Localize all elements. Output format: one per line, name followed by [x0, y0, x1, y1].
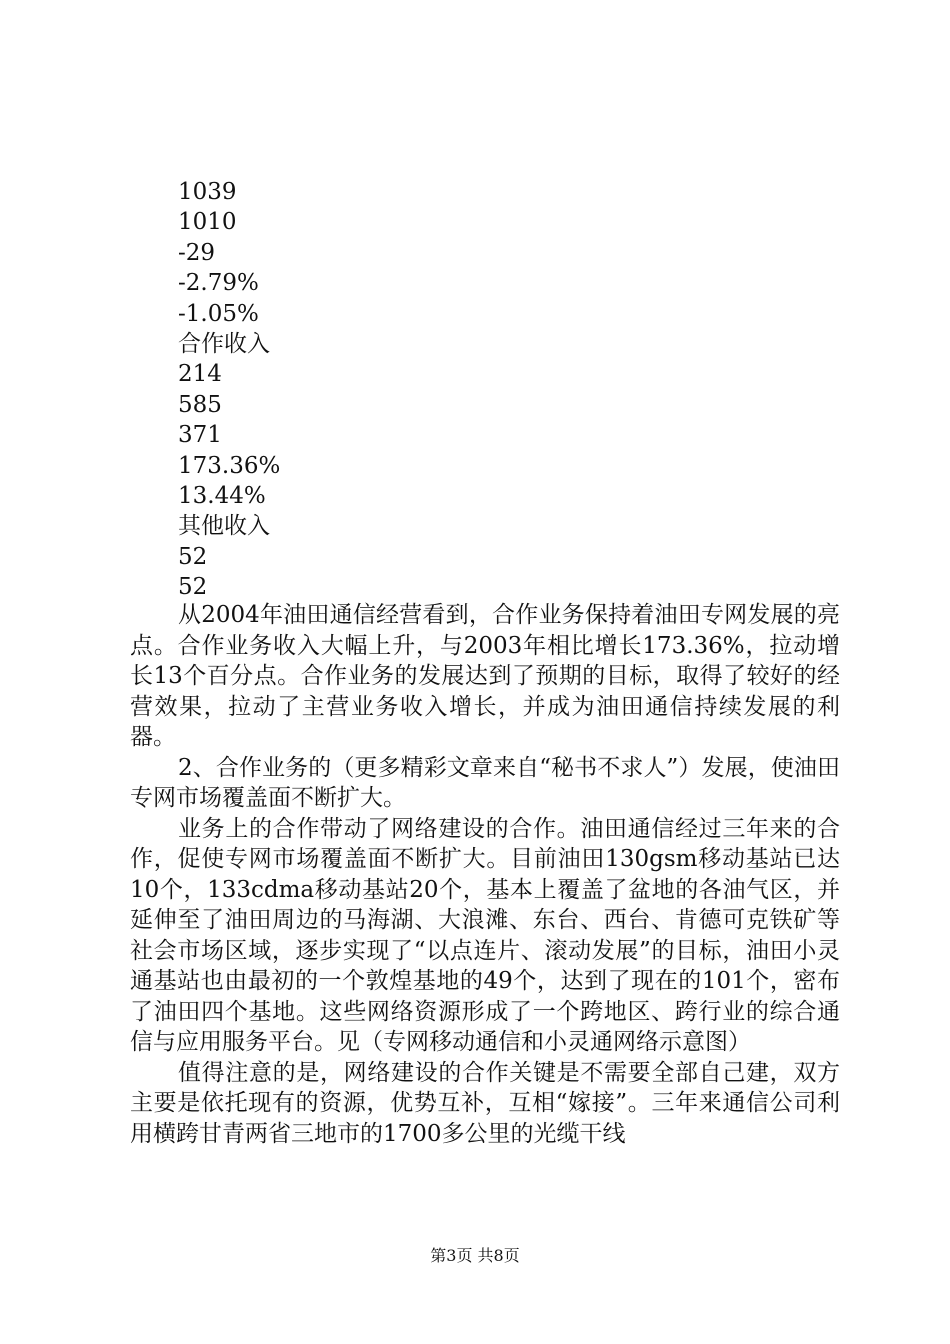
table-line: -29: [178, 239, 216, 266]
table-line: 173.36%: [178, 452, 281, 479]
table-line: 52: [178, 543, 208, 570]
paragraph: 2、合作业务的（更多精彩文章来自“秘书不求人”）发展，使油田专网市场覆盖面不断扩大。: [130, 754, 840, 811]
body-text: [130, 600, 840, 1149]
table-fragment: [178, 177, 878, 602]
table-line: -1.05%: [178, 300, 259, 327]
table-line: 52: [178, 574, 208, 601]
paragraph: 从2004年油田通信经营看到，合作业务保持着油田专网发展的亮点。合作业务收入大幅上升，与2003年相比增长173.36%，拉动增长13个百分点。合作业务的发展达到了预期的目标，取得了较好的经营效果，拉动了主营业务收入增长，并成为油田通信持续发展的利器。: [130, 602, 840, 750]
table-line: 合作收入: [178, 330, 270, 357]
table-line: 1039: [178, 179, 237, 205]
table-line: -2.79%: [178, 270, 259, 297]
paragraph: 值得注意的是，网络建设的合作关键是不需要全部自己建，双方主要是依托现有的资源，优势互补，互相“嫁接”。三年来通信公司利用横跨甘青两省三地市的1700多公里的光缆干线: [130, 1059, 840, 1147]
table-line: 214: [178, 361, 222, 388]
table-line: 371: [178, 422, 222, 449]
table-line: 其他收入: [178, 513, 270, 540]
table-line: 1010: [178, 209, 237, 236]
table-line: 13.44%: [178, 482, 266, 509]
page-footer: 第3页 共8页: [430, 1246, 520, 1265]
table-line: 585: [178, 391, 222, 418]
paragraph: 业务上的合作带动了网络建设的合作。油田通信经过三年来的合作，促使专网市场覆盖面不断扩大。目前油田130gsm移动基站已达10个，133cdma移动基站20个，基本上覆盖了盆地的各油气区，并延伸至了油田周边的马海湖、大浪滩、东台、西台、肯德可克铁矿等社会市场区域，逐步实现了“以点连片、滚动发展”的目标，油田小灵通基站也由最初的一个敦煌基地的49个，达到了现在的101个，密布了油田四个基地。这些网络资源形成了一个跨地区、跨行业的综合通信与应用服务平台。见（专网移动通信和小灵通网络示意图）: [130, 815, 840, 1055]
